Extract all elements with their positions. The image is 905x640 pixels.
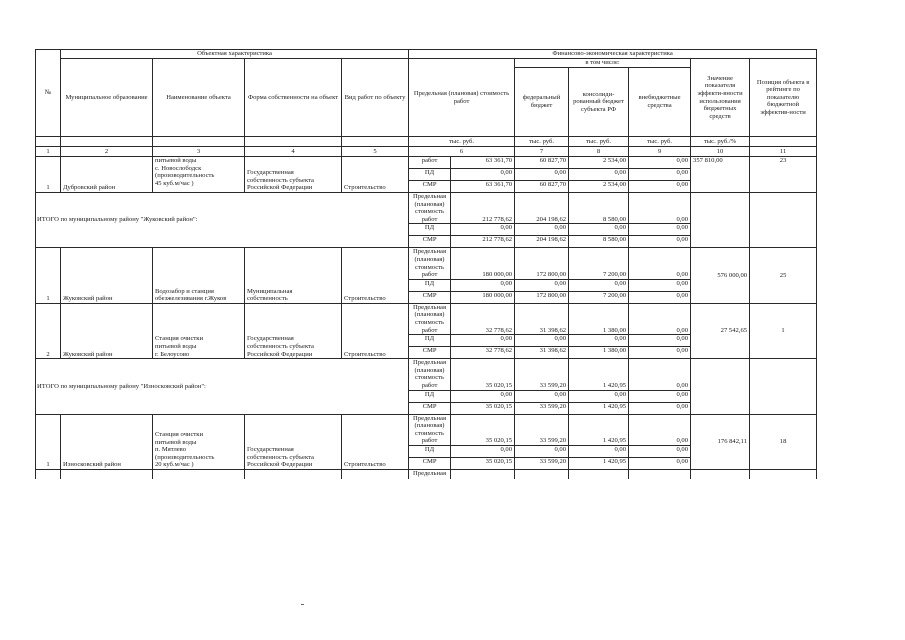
header-object-name: Наименование объекта xyxy=(153,59,245,137)
federal-value: 33 599,20 xyxy=(515,414,569,445)
limit-line: стоимость xyxy=(415,429,445,437)
ownership-line: Государственная xyxy=(247,446,294,454)
work-type-cell: Строительство xyxy=(342,248,409,303)
table-row xyxy=(36,414,817,445)
extrabudget-value: 0,00 xyxy=(629,390,691,402)
pd-label: ПД xyxy=(409,335,451,347)
federal-value: 33 599,20 xyxy=(515,359,569,390)
rating-cell: 23 xyxy=(750,157,817,193)
object-line: (производительность xyxy=(155,453,215,461)
limit-line: Предельная xyxy=(413,248,447,256)
extrabudget-value: 0,00 xyxy=(629,157,691,169)
cost-value: 180 000,00 xyxy=(451,291,515,303)
consolidated-value: 0,00 xyxy=(569,335,629,347)
federal-value: 0,00 xyxy=(515,224,569,236)
colnum: 9 xyxy=(629,147,691,157)
limit-line: стоимость xyxy=(415,374,445,382)
extrabudget-value: 0,00 xyxy=(629,359,691,390)
header-municipality: Муниципальное образование xyxy=(61,59,153,137)
limit-line: стоимость xyxy=(415,208,445,216)
limit-line: работ xyxy=(421,271,438,279)
cost-value: 32 778,62 xyxy=(451,347,515,359)
header-rating: Позиция объекта в рейтинге по показателю бюджетной эффектив-ности xyxy=(750,59,817,137)
ownership-cell xyxy=(245,248,342,303)
ownership-line: Российской Федерации xyxy=(247,184,313,192)
colnum: 4 xyxy=(245,147,342,157)
row-number: 1 xyxy=(36,414,61,469)
header-consolidated: консолиди-рованный бюджет субъекта РФ xyxy=(569,68,629,137)
limit-label-cell xyxy=(409,303,451,334)
colnum: 5 xyxy=(342,147,409,157)
efficiency-cell: 27 542,65 xyxy=(691,303,750,358)
ownership-line: собственность субъекта xyxy=(247,176,314,184)
object-line: 20 куб.м/час ) xyxy=(155,461,194,469)
extrabudget-value: 0,00 xyxy=(629,335,691,347)
cost-value: 212 778,62 xyxy=(451,236,515,248)
extrabudget-value: 0,00 xyxy=(629,248,691,279)
ownership-cell xyxy=(245,157,342,193)
ownership-line: Государственная xyxy=(247,335,294,343)
cost-value: 63 361,70 xyxy=(451,157,515,169)
cost-value: 0,00 xyxy=(451,390,515,402)
federal-value: 60 827,70 xyxy=(515,157,569,169)
ownership-line: собственность субъекта xyxy=(247,342,314,350)
header-row-2 xyxy=(36,59,817,68)
object-name-cell xyxy=(153,414,245,469)
cost-value: 32 778,62 xyxy=(451,303,515,334)
limit-line: Предельная xyxy=(413,359,447,367)
consolidated-value: 7 200,00 xyxy=(569,248,629,279)
ownership-line: Российской Федерации xyxy=(247,350,313,358)
object-line: с. Новослободск xyxy=(155,164,202,172)
work-type-cell: Строительство xyxy=(342,414,409,469)
extrabudget-value: 0,00 xyxy=(629,457,691,469)
federal-value: 0,00 xyxy=(515,335,569,347)
smr-label: СМР xyxy=(409,291,451,303)
ownership-line: Российской Федерации xyxy=(247,461,313,469)
colnum: 11 xyxy=(750,147,817,157)
object-line: обезжелезивания г.Жуков xyxy=(155,295,227,303)
federal-value: 31 398,62 xyxy=(515,303,569,334)
municipality-cell: Износковский район xyxy=(61,414,153,469)
header-work-type: Вид работ по объекту xyxy=(342,59,409,137)
pd-label: ПД xyxy=(409,224,451,236)
limit-line: (плановая) xyxy=(414,255,445,263)
header-object-group: Объектная характеристика xyxy=(61,50,409,59)
extrabudget-value: 0,00 xyxy=(629,303,691,334)
object-line: Водозабор и станция xyxy=(155,287,214,295)
federal-value: 204 198,62 xyxy=(515,193,569,224)
ownership-cell xyxy=(245,414,342,469)
municipality-cell: Жуковский район xyxy=(61,303,153,358)
consolidated-value: 7 200,00 xyxy=(569,291,629,303)
unit-efficiency: тыс. руб./% xyxy=(691,137,750,147)
cost-label: работ xyxy=(409,157,451,169)
unit-extrabudget: тыс. руб. xyxy=(629,137,691,147)
colnum: 3 xyxy=(153,147,245,157)
consolidated-value: 1 380,00 xyxy=(569,347,629,359)
colnum: 7 xyxy=(515,147,569,157)
smr-label: СМР xyxy=(409,181,451,193)
pd-label: ПД xyxy=(409,279,451,291)
header-including: в том числе: xyxy=(515,59,691,68)
consolidated-value: 1 420,95 xyxy=(569,414,629,445)
row-number: 2 xyxy=(36,303,61,358)
cost-value: 0,00 xyxy=(451,335,515,347)
object-line: г. Белоусово xyxy=(155,350,190,358)
extrabudget-value: 0,00 xyxy=(629,236,691,248)
limit-line: работ xyxy=(421,437,438,445)
ownership-cell xyxy=(245,303,342,358)
extrabudget-value: 0,00 xyxy=(629,193,691,224)
cost-value: 180 000,00 xyxy=(451,248,515,279)
extrabudget-value: 0,00 xyxy=(629,279,691,291)
extrabudget-value: 0,00 xyxy=(629,347,691,359)
cost-value: 212 778,62 xyxy=(451,193,515,224)
consolidated-value: 1 380,00 xyxy=(569,303,629,334)
federal-value: 172 800,00 xyxy=(515,248,569,279)
table-row-cut xyxy=(36,469,817,479)
rating-cell: 18 xyxy=(750,414,817,469)
limit-line: (плановая) xyxy=(414,366,445,374)
table-row xyxy=(36,248,817,279)
ownership-line: Государственная xyxy=(247,169,294,177)
cost-value: 0,00 xyxy=(451,445,515,457)
cost-value: 63 361,70 xyxy=(451,181,515,193)
limit-line: (плановая) xyxy=(414,200,445,208)
rating-cell: 25 xyxy=(750,248,817,303)
ownership-line: Муниципальная xyxy=(247,287,293,295)
cost-value: 0,00 xyxy=(451,224,515,236)
consolidated-value: 1 420,95 xyxy=(569,402,629,414)
total-row xyxy=(36,359,817,390)
federal-value: 0,00 xyxy=(515,169,569,181)
ownership-line: собственность субъекта xyxy=(247,453,314,461)
row-number: 1 xyxy=(36,248,61,303)
budget-efficiency-table xyxy=(35,49,817,479)
consolidated-value: 2 534,00 xyxy=(569,181,629,193)
limit-label-cell xyxy=(409,414,451,445)
unit-limit: тыс. руб. xyxy=(409,137,515,147)
scan-speck xyxy=(301,604,304,605)
ownership-line: собственность xyxy=(247,295,288,303)
pd-label: ПД xyxy=(409,445,451,457)
extrabudget-value: 0,00 xyxy=(629,224,691,236)
column-number-row xyxy=(36,147,817,157)
header-row-1 xyxy=(36,50,817,59)
header-no: № xyxy=(36,50,61,137)
federal-value: 31 398,62 xyxy=(515,347,569,359)
federal-value: 60 827,70 xyxy=(515,181,569,193)
document-sheet xyxy=(35,49,816,479)
consolidated-value: 8 580,00 xyxy=(569,236,629,248)
efficiency-cell: 357 810,00 xyxy=(691,157,750,193)
federal-value: 0,00 xyxy=(515,445,569,457)
header-efficiency: Значение показателя эффекти-вности использования бюджетных средств xyxy=(691,59,750,137)
object-name-cell xyxy=(153,157,245,193)
unit-consolidated: тыс. руб. xyxy=(569,137,629,147)
units-row xyxy=(36,137,817,147)
municipality-cell: Дубровский район xyxy=(61,157,153,193)
cost-value: 35 020,15 xyxy=(451,359,515,390)
extrabudget-value: 0,00 xyxy=(629,169,691,181)
total-label: ИТОГО по муниципальному району "Износковский район": xyxy=(36,359,409,414)
object-line: Станция очистки xyxy=(155,335,203,343)
limit-line: Предельная xyxy=(413,193,447,200)
limit-line: Предельная xyxy=(413,414,447,422)
federal-value: 33 599,20 xyxy=(515,402,569,414)
rating-cell: 1 xyxy=(750,303,817,358)
limit-label-cell xyxy=(409,359,451,390)
header-ownership: Форма собственности на объект xyxy=(245,59,342,137)
extrabudget-value: 0,00 xyxy=(629,414,691,445)
header-finance-group: Финансово-экономическая характеристика xyxy=(409,50,817,59)
cost-value: 0,00 xyxy=(451,169,515,181)
limit-label-cell xyxy=(409,193,451,224)
smr-label: СМР xyxy=(409,402,451,414)
row-number: 1 xyxy=(36,157,61,193)
table-row xyxy=(36,157,817,169)
colnum: 8 xyxy=(569,147,629,157)
consolidated-value: 1 420,95 xyxy=(569,457,629,469)
object-name-cell xyxy=(153,303,245,358)
header-federal: федеральный бюджет xyxy=(515,68,569,137)
cost-value: 0,00 xyxy=(451,279,515,291)
limit-line: (плановая) xyxy=(414,422,445,430)
object-line: 45 куб.м/час ) xyxy=(155,179,194,187)
municipality-cell: Жуковский район xyxy=(61,248,153,303)
extrabudget-value: 0,00 xyxy=(629,291,691,303)
extrabudget-value: 0,00 xyxy=(629,445,691,457)
header-limit-cost: Предельная (плановая) стоимость работ xyxy=(409,59,515,137)
efficiency-cell: 176 842,11 xyxy=(691,414,750,469)
object-line: (производительность xyxy=(155,172,215,180)
limit-line: работ xyxy=(421,326,438,334)
limit-line: Предельная xyxy=(413,303,447,311)
cost-value: 35 020,15 xyxy=(451,402,515,414)
federal-value: 172 800,00 xyxy=(515,291,569,303)
extrabudget-value: 0,00 xyxy=(629,181,691,193)
consolidated-value: 2 534,00 xyxy=(569,157,629,169)
federal-value: 0,00 xyxy=(515,279,569,291)
consolidated-value: 0,00 xyxy=(569,169,629,181)
limit-line: Предельная xyxy=(409,469,451,479)
object-line: питьевой воды xyxy=(155,342,197,350)
efficiency-cell: 576 000,00 xyxy=(691,248,750,303)
colnum: 1 xyxy=(36,147,61,157)
table-row xyxy=(36,303,817,334)
cost-value: 35 020,15 xyxy=(451,457,515,469)
federal-value: 204 198,62 xyxy=(515,236,569,248)
unit-federal: тыс. руб. xyxy=(515,137,569,147)
object-line: п. Мятлево xyxy=(155,446,187,454)
object-line: Станция очистки xyxy=(155,430,203,438)
colnum: 6 xyxy=(409,147,515,157)
colnum: 10 xyxy=(691,147,750,157)
cost-value: 35 020,15 xyxy=(451,414,515,445)
total-label: ИТОГО по муниципальному району "Жуковский район": xyxy=(36,193,409,248)
pd-label: ПД xyxy=(409,169,451,181)
consolidated-value: 8 580,00 xyxy=(569,193,629,224)
work-type-cell: Строительство xyxy=(342,157,409,193)
object-name-cell xyxy=(153,248,245,303)
smr-label: СМР xyxy=(409,457,451,469)
consolidated-value: 0,00 xyxy=(569,224,629,236)
limit-line: работ xyxy=(421,215,438,223)
consolidated-value: 0,00 xyxy=(569,279,629,291)
limit-line: стоимость xyxy=(415,318,445,326)
limit-line: стоимость xyxy=(415,263,445,271)
total-row xyxy=(36,193,817,224)
header-extrabudget: внебюджетные средства xyxy=(629,68,691,137)
smr-label: СМР xyxy=(409,347,451,359)
extrabudget-value: 0,00 xyxy=(629,402,691,414)
work-type-cell: Строительство xyxy=(342,303,409,358)
object-line: питьевой воды xyxy=(155,157,197,164)
limit-line: работ xyxy=(421,381,438,389)
limit-label-cell xyxy=(409,248,451,279)
colnum: 2 xyxy=(61,147,153,157)
consolidated-value: 0,00 xyxy=(569,445,629,457)
limit-line: (плановая) xyxy=(414,311,445,319)
pd-label: ПД xyxy=(409,390,451,402)
federal-value: 33 599,20 xyxy=(515,457,569,469)
smr-label: СМР xyxy=(409,236,451,248)
object-line: питьевой воды xyxy=(155,438,197,446)
federal-value: 0,00 xyxy=(515,390,569,402)
consolidated-value: 1 420,95 xyxy=(569,359,629,390)
consolidated-value: 0,00 xyxy=(569,390,629,402)
